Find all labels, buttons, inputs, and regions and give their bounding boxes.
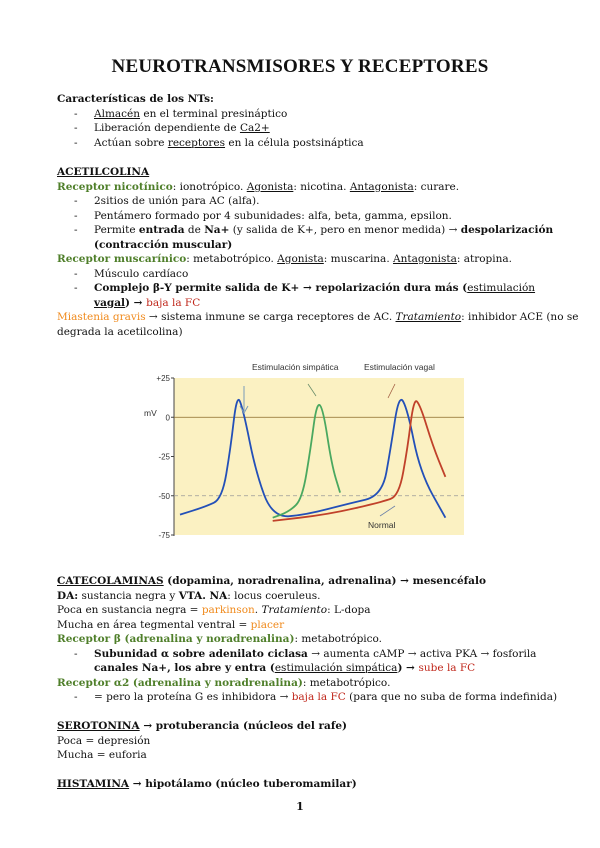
parkinson: parkinson — [201, 604, 255, 616]
mus-label: Receptor muscarínico — [57, 253, 187, 265]
mg-line — [57, 310, 579, 325]
nic-b3-mid: de — [184, 224, 205, 236]
mus-b2-vagal: vagal — [94, 296, 126, 309]
antagonista-label: Antagonista — [393, 253, 457, 265]
hist-heading-line — [57, 777, 547, 792]
y-tick-label: -75 — [158, 531, 170, 540]
mus-t3: : atropina. — [456, 253, 512, 265]
nts-almacen: Almacén — [94, 107, 141, 120]
mg-label: Miastenia gravis — [57, 311, 146, 323]
nic-bullet-3 — [57, 223, 554, 238]
antagonista-label: Antagonista — [349, 180, 414, 193]
beta-b1-close: ) → — [397, 662, 419, 674]
bullet-dash: - — [74, 224, 78, 236]
nic-b2: Pentámero formado por 4 subunidades: alfa, beta, gamma, epsilon. — [94, 209, 452, 222]
a2-t1: : metabotrópico. — [302, 676, 391, 689]
mg-line-2: degrada la acetilcolina) — [57, 325, 183, 338]
ach-heading: ACETILCOLINA — [57, 166, 150, 178]
mus-b1: Músculo cardíaco — [94, 267, 189, 280]
poca-t3: : L-dopa — [327, 604, 371, 616]
cat-heading-line — [57, 574, 547, 589]
da-t1: sustancia negra y — [78, 589, 179, 602]
nts-bullet-1 — [57, 107, 547, 122]
hist-section — [57, 777, 547, 792]
nts-b2-text: Liberación dependiente de — [94, 122, 240, 134]
hist-heading: HISTAMINA — [57, 778, 130, 790]
ach-section — [57, 165, 579, 339]
mus-b2-bold: Complejo β-Y permite salida de K+ → repolarización dura más ( — [94, 282, 468, 294]
beta-bullet-1-cont — [57, 661, 547, 676]
mus-b2-estim: estimulación — [467, 282, 536, 294]
sero-section — [57, 719, 547, 763]
sero-heading-rest: → protuberancia (núcleos del rafe) — [139, 720, 348, 732]
nic-b3-pre: Permite — [94, 224, 139, 236]
cat-section — [57, 574, 558, 705]
y-tick-label: +25 — [156, 374, 170, 383]
a2-b1-baja-fc: baja la FC — [291, 691, 346, 703]
a2-bullet-1 — [57, 690, 558, 705]
mg-t2: : inhibidor ACE (no se — [461, 311, 579, 323]
nic-b3-na: Na+ — [204, 224, 230, 236]
da-label: DA: — [57, 589, 79, 602]
hist-heading-rest: → hipotálamo (núcleo tuberomamilar) — [129, 778, 357, 790]
nts-b1-text: en el terminal presináptico — [140, 107, 288, 120]
nic-bullet-3-cont: (contracción muscular) — [94, 238, 233, 251]
nic-b3-post: (y salida de K+, pero en menor medida) → — [229, 224, 461, 236]
vta-label: VTA. NA — [178, 589, 228, 602]
label-vagal: Estimulación vagal — [364, 362, 435, 372]
y-tick-label: 0 — [165, 413, 170, 423]
mus-t1: : metabotrópico. — [186, 253, 278, 265]
mus-bullet-1 — [57, 267, 547, 282]
nts-section — [57, 92, 547, 150]
poca-t1: Poca en sustancia negra = — [57, 604, 202, 616]
nic-b3-depol: despolarización — [460, 224, 554, 236]
nts-ca: Ca2+ — [239, 122, 270, 134]
nts-b3-text: Actúan sobre — [94, 136, 168, 149]
beta-b1-bold2: canales Na+, los abre y entra ( — [94, 662, 275, 674]
nic-t3: : curare. — [413, 180, 460, 193]
placer: placer — [250, 618, 285, 631]
bullet-dash: - — [74, 122, 78, 134]
nic-label: Receptor nicotínico — [57, 180, 173, 193]
beta-bullet-1 — [57, 647, 547, 662]
beta-label: Receptor β (adrenalina y noradrenalina) — [57, 633, 295, 645]
beta-line — [57, 632, 547, 647]
nts-bullet-2 — [57, 121, 547, 136]
bullet-dash: - — [74, 107, 78, 120]
sero-heading: SEROTONINA — [57, 720, 140, 732]
nts-heading: Características de los NTs: — [57, 93, 214, 105]
mus-bullet-2-cont — [57, 296, 547, 311]
action-potential-chart — [140, 356, 470, 546]
nic-b3-entrada: entrada — [138, 224, 185, 236]
nic-bullet-1 — [57, 194, 547, 209]
mucha-line — [57, 618, 547, 633]
nts-bullet-3 — [57, 136, 547, 151]
label-normal: Normal — [368, 520, 396, 530]
nic-t2: : nicotina. — [293, 180, 350, 193]
bullet-dash: - — [74, 267, 78, 280]
poca-t2: . — [254, 604, 262, 616]
a2-label: Receptor α2 (adrenalina y noradrenalina) — [57, 676, 303, 689]
a2-b1-t2: (para que no suba de forma indefinida) — [345, 691, 558, 703]
nic-line — [57, 180, 547, 195]
bullet-dash: - — [74, 136, 78, 149]
a2-line — [57, 676, 547, 691]
bullet-dash: - — [74, 282, 78, 294]
beta-b1-bold: Subunidad α sobre adenilato ciclasa — [94, 647, 308, 660]
beta-b1-t1: → aumenta cAMP → activa PKA → fosforila — [307, 647, 537, 660]
bullet-dash: - — [74, 691, 78, 703]
nts-receptores: receptores — [167, 136, 226, 149]
cat-heading-rest: (dopamina, noradrenalina, adrenalina) → mesencéfalo — [163, 575, 486, 587]
beta-b1-estim: estimulación simpática — [274, 662, 398, 674]
beta-t1: : metabotrópico. — [294, 633, 383, 645]
bullet-dash: - — [74, 195, 78, 207]
sero-poca: Poca = depresión — [57, 734, 151, 747]
page-title: NEUROTRANSMISORES Y RECEPTORES — [111, 56, 489, 77]
mus-b2-close: ) → — [125, 296, 147, 309]
label-sympathetic: Estimulación simpática — [252, 362, 339, 372]
mus-b2-baja-fc: baja la FC — [146, 296, 201, 309]
mg-tratamiento: Tratamiento — [395, 311, 462, 323]
poca-line — [57, 603, 547, 618]
y-tick-label: -25 — [158, 452, 170, 462]
cat-tratamiento: Tratamiento — [261, 604, 328, 616]
y-axis-label: mV — [144, 408, 157, 418]
sero-mucha: Mucha = euforia — [57, 749, 147, 761]
mus-bullet-2 — [57, 281, 547, 296]
y-tick-label: -50 — [158, 491, 170, 501]
nic-t1: : ionotrópico. — [172, 180, 247, 193]
nic-b1: 2sitios de unión para AC (alfa). — [94, 195, 260, 207]
nic-bullet-2 — [57, 209, 547, 224]
nts-b3-post: en la célula postsináptica — [225, 136, 364, 149]
da-line — [57, 589, 547, 604]
a2-b1-t1: = pero la proteína G es inhibidora → — [94, 691, 292, 703]
beta-b1-sube-fc: sube la FC — [418, 662, 476, 674]
bullet-dash: - — [74, 647, 78, 660]
page-number: 1 — [296, 800, 304, 813]
bullet-dash: - — [74, 209, 78, 222]
mus-line — [57, 252, 547, 267]
mucha-t1: Mucha en área tegmental ventral = — [57, 618, 251, 631]
sero-heading-line — [57, 719, 547, 734]
agonista-label: Agonista — [246, 180, 294, 193]
da-t2: : locus coeruleus. — [227, 589, 321, 602]
mus-t2: : muscarina. — [323, 253, 393, 265]
cat-heading: CATECOLAMINAS — [57, 575, 164, 587]
mg-t1: → sistema inmune se carga receptores de AC. — [145, 311, 396, 323]
agonista-label: Agonista — [277, 253, 324, 265]
